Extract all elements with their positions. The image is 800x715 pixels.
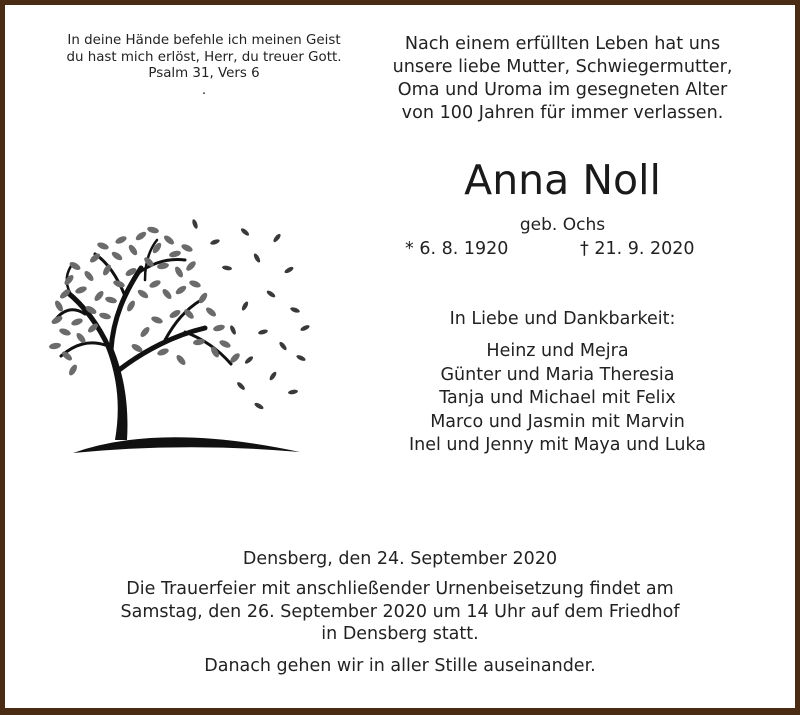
mourner-entry: Günter und Maria Theresia: [440, 364, 675, 385]
funeral-service-info: [0, 578, 800, 646]
mourner-entry: Marco und Jasmin mit Marvin: [430, 411, 685, 432]
tree-with-falling-leaves-icon: [45, 210, 320, 465]
death-date: † 21. 9. 2020: [580, 239, 695, 259]
verse-line: In deine Hände befehle ich meinen Geist: [67, 33, 341, 48]
birth-name: geb. Ochs: [519, 215, 606, 235]
mourner-entry: Tanja und Michael mit Felix: [439, 388, 676, 409]
mourners-list: [385, 340, 730, 458]
intro-line: von 100 Jahren für immer verlassen.: [401, 103, 724, 123]
service-line: Samstag, den 26. September 2020 um 14 Uhr auf dem Friedhof: [120, 601, 680, 622]
intro-line: unsere liebe Mutter, Schwiegermutter,: [392, 57, 733, 77]
mourners-heading: In Liebe und Dankbarkeit:: [449, 309, 676, 329]
intro-text: [390, 33, 735, 125]
mourner-entry: Heinz und Mejra: [486, 341, 629, 361]
service-line: Die Trauerfeier mit anschließender Urnenbeisetzung findet am: [126, 579, 674, 599]
psalm-verse: [8, 33, 400, 99]
intro-line: Oma und Uroma im gesegneten Alter: [397, 80, 728, 100]
closing-note: Danach gehen wir in aller Stille auseinander.: [204, 656, 596, 676]
verse-line: du hast mich erlöst, Herr, du treuer Gott.: [66, 49, 342, 65]
verse-reference: Psalm 31, Vers 6: [148, 66, 260, 81]
service-line: in Densberg statt.: [321, 624, 479, 645]
place-and-date: Densberg, den 24. September 2020: [242, 549, 558, 569]
birth-date: * 6. 8. 1920: [405, 239, 509, 259]
deceased-name: Anna Noll: [464, 156, 661, 204]
mourner-entry: Inel und Jenny mit Maya und Luka: [408, 435, 707, 456]
verse-dot: .: [201, 82, 207, 98]
intro-line: Nach einem erfüllten Leben hat uns: [404, 34, 721, 54]
